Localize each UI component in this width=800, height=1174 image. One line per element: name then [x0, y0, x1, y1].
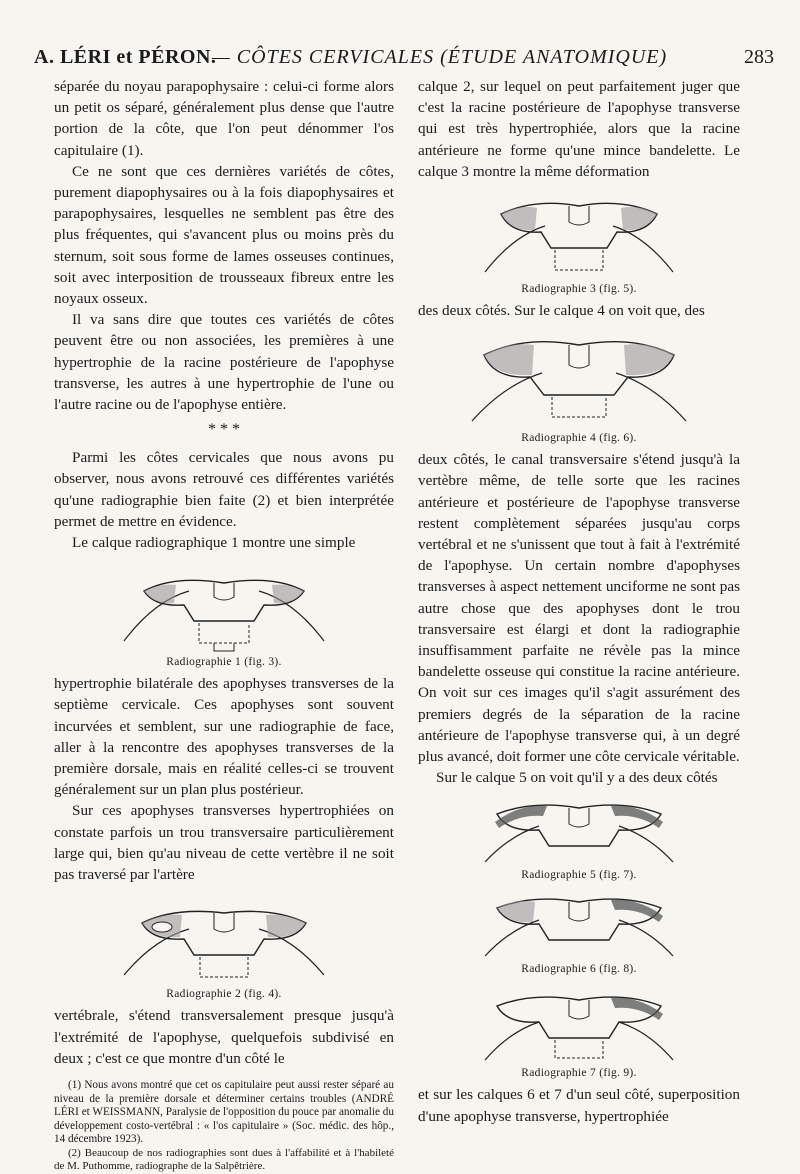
paragraph: Il va sans dire que toutes ces variétés de côtes peuvent être ou non associées, les premières à une hypertrophie de la racine postérieure de l'apophyse transverse, les autres à une hypertrophie de l'une ou l'autre racine ou de l'apophyse entière.	[54, 311, 394, 414]
vertebra-tracing-7	[479, 984, 679, 1064]
figure-caption: Radiographie 5 (fig. 7).	[521, 869, 637, 882]
paragraph: hypertrophie bilatérale des apophyses transverses de la septième cervicale. Ces apophyses sont souvent incurvées et semblent, sur une radiographie de face, aller à la rencontre des apophyses transverses de la première dorsale, mais en réalité celles-ci se trouvent généralement sur un plan plus postérieur.	[54, 675, 394, 799]
vertebra-tracing-2	[114, 893, 334, 985]
figure-radiographie-2	[54, 893, 394, 1001]
figure-radiographie-4	[418, 329, 740, 445]
header-title: — CÔTES CERVICALES (ÉTUDE ANATOMIQUE)	[212, 46, 668, 68]
figure-radiographie-3	[418, 190, 740, 296]
figure-caption: Radiographie 7 (fig. 9).	[521, 1067, 637, 1080]
left-column	[54, 76, 394, 1174]
paragraph: Le calque radiographique 1 montre une simple	[72, 534, 356, 552]
paragraph: des deux côtés. Sur le calque 4 on voit que, des	[418, 302, 705, 320]
figure-radiographie-5	[418, 796, 740, 882]
footnote-1: (1) Nous avons montré que cet os capitulaire peut aussi rester séparé au niveau de la première dorsale et déterminer certains troubles (ANDRÉ LÉRI et WEISSMANN, Paralysie de l'opposition du pouce par anomalie du développement costo-vertébral : « l'os capitulaire » (Soc. médic. des hôp., 14 décembre 1923).	[54, 1078, 394, 1146]
vertebra-tracing-1	[114, 561, 334, 653]
paragraph: Sur le calque 5 on voit qu'il y a des deux côtés	[436, 769, 718, 787]
running-header	[34, 42, 774, 72]
vertebra-tracing-6	[479, 890, 679, 960]
figure-caption: Radiographie 6 (fig. 8).	[521, 963, 637, 976]
page-number: 283	[744, 46, 774, 68]
section-separator: * * *	[208, 421, 240, 439]
figure-caption: Radiographie 3 (fig. 5).	[521, 283, 637, 296]
footnote-2: (2) Beaucoup de nos radiographies sont dues à l'affabilité et à l'habileté de M. Puthomme, radiographe de la Salpêtrière.	[54, 1146, 394, 1173]
vertebra-tracing-4	[464, 329, 694, 429]
paragraph: et sur les calques 6 et 7 d'un seul côté, superposition d'une apophyse transverse, hypertrophiée	[418, 1086, 740, 1125]
footnotes	[54, 1079, 394, 1174]
paragraph: deux côtés, le canal transversaire s'étend jusqu'à la vertèbre même, de telle sorte que les racines antérieure et postérieure de l'apophyse transverse restent complètement séparées jusqu'au corps vertébral et ne s'unissent que tout à fait à l'extrémité de l'apophyse. Un certain nombre d'apophyses transverses à aspect nettement unciforme ne sont pas autre chose que des apophyses dont le trou transversaire est élargi et dont la radiographie insuffisamment parfaite ne révèle pas la mince bandelette osseuse qui constitue la racine antérieure. On voit sur ces images qu'il s'agit assurément des premiers degrés de la séparation de la racine antérieure de l'apophyse transverse qui, à un degré plus avancé, doit former une côte cervicale véritable.	[418, 451, 740, 766]
figure-caption: Radiographie 2 (fig. 4).	[166, 988, 282, 1001]
figure-radiographie-7	[418, 984, 740, 1080]
paragraph: séparée du noyau parapophysaire : celui-ci forme alors un petit os séparé, généralement plus dense que l'autre portion de la côte, que l'on peut dénommer l'os capitulaire (1).	[54, 78, 394, 159]
figure-caption: Radiographie 1 (fig. 3).	[166, 656, 282, 669]
vertebra-tracing-5	[479, 796, 679, 866]
figure-radiographie-6	[418, 890, 740, 976]
paragraph: Ce ne sont que ces dernières variétés de côtes, purement diapophysaires ou à la fois diapophysaires et parapophysaires, lesquelles ne semblent pas être des plus fréquentes, qui s'avancent plus ou moins près du sternum, soit sous forme de lames osseuses continues, soit avec interposition de trousseaux fibreux entre les noyaux osseux.	[54, 162, 394, 308]
figure-radiographie-1	[54, 561, 394, 669]
header-authors: A. LÉRI et PÉRON.	[34, 46, 217, 68]
paragraph: Sur ces apophyses transverses hypertrophiées on constate parfois un trou transversaire particulièrement large qui, bien qu'au niveau de cette vertèbre il ne soit pas traversé par l'artère	[54, 802, 394, 884]
right-column	[418, 76, 740, 1127]
figure-caption: Radiographie 4 (fig. 6).	[521, 432, 637, 445]
vertebra-tracing-3	[479, 190, 679, 280]
paragraph: vertébrale, s'étend transversalement presque jusqu'à l'extrémité de l'apophyse, quelquefois subdivisé en deux ; c'est ce que montre d'un côté le	[54, 1007, 394, 1067]
paragraph: calque 2, sur lequel on peut parfaitement juger que c'est la racine postérieure de l'apophyse transverse qui est très hypertrophiée, alors que la racine antérieure ne forme qu'une mince bandelette. Le calque 3 montre la même déformation	[418, 78, 740, 180]
paragraph: Parmi les côtes cervicales que nous avons pu observer, nous avons retrouvé ces différentes variétés qu'une radiographie bien faite (2) et bien interprétée permet de mettre en évidence.	[54, 449, 394, 530]
